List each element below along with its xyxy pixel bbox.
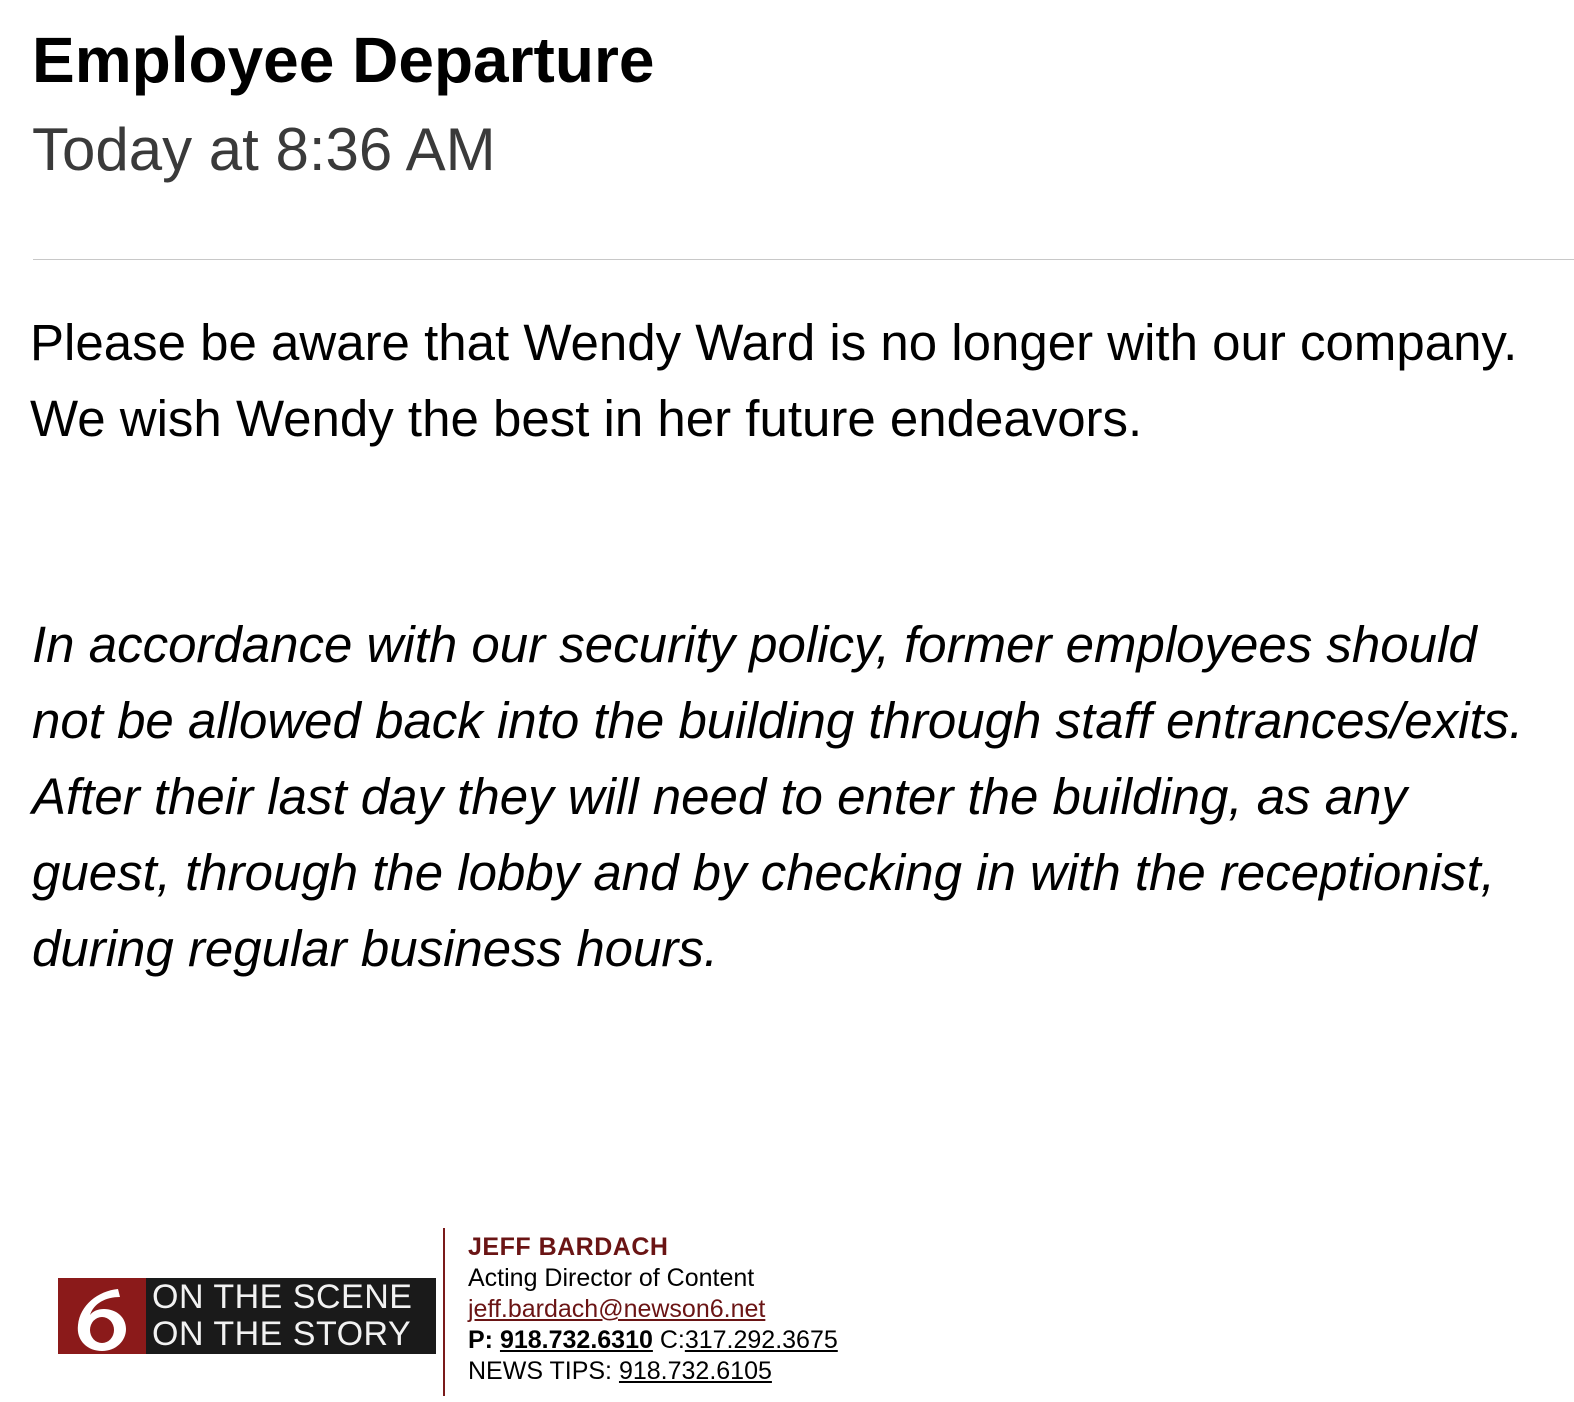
station-logo — [58, 1275, 436, 1357]
signature-phone-line — [468, 1325, 838, 1356]
email-signature — [468, 1232, 838, 1387]
header-divider — [33, 259, 1574, 260]
tips-label: NEWS TIPS: — [468, 1357, 613, 1385]
logo-tagline — [146, 1278, 436, 1354]
tips-phone-link[interactable]: 918.732.6105 — [618, 1357, 772, 1385]
phone-link[interactable]: 918.732.6310 — [499, 1326, 653, 1354]
body-paragraph-1: Please be aware that Wendy Ward is no longer with our company. We wish Wendy the best in her future endeavors. — [30, 314, 1546, 447]
cell-link[interactable]: 317.292.3675 — [684, 1326, 838, 1354]
email-subject: Employee Departure — [32, 24, 655, 96]
email-date: Today at 8:36 AM — [32, 116, 496, 183]
phone-label: P: — [468, 1326, 493, 1354]
signature-email-link[interactable]: jeff.bardach@newson6.net — [468, 1295, 766, 1323]
channel-6-logo-icon — [58, 1275, 146, 1357]
logo-line-1: ON THE SCENE — [152, 1278, 413, 1316]
signature-tips-line — [468, 1356, 838, 1387]
signature-divider — [443, 1228, 445, 1396]
signature-name: JEFF BARDACH — [468, 1233, 669, 1261]
logo-line-2: ON THE STORY — [152, 1315, 412, 1353]
cell-label: C: — [659, 1326, 685, 1354]
signature-title: Acting Director of Content — [468, 1264, 755, 1292]
body-paragraph-2: In accordance with our security policy, former employees should not be allowed back into the building through staff entrances/exits. After their last day they will need to enter the building, as any guest, through the lobby and by checking in with the receptionist, during regular business hours. — [32, 616, 1550, 977]
